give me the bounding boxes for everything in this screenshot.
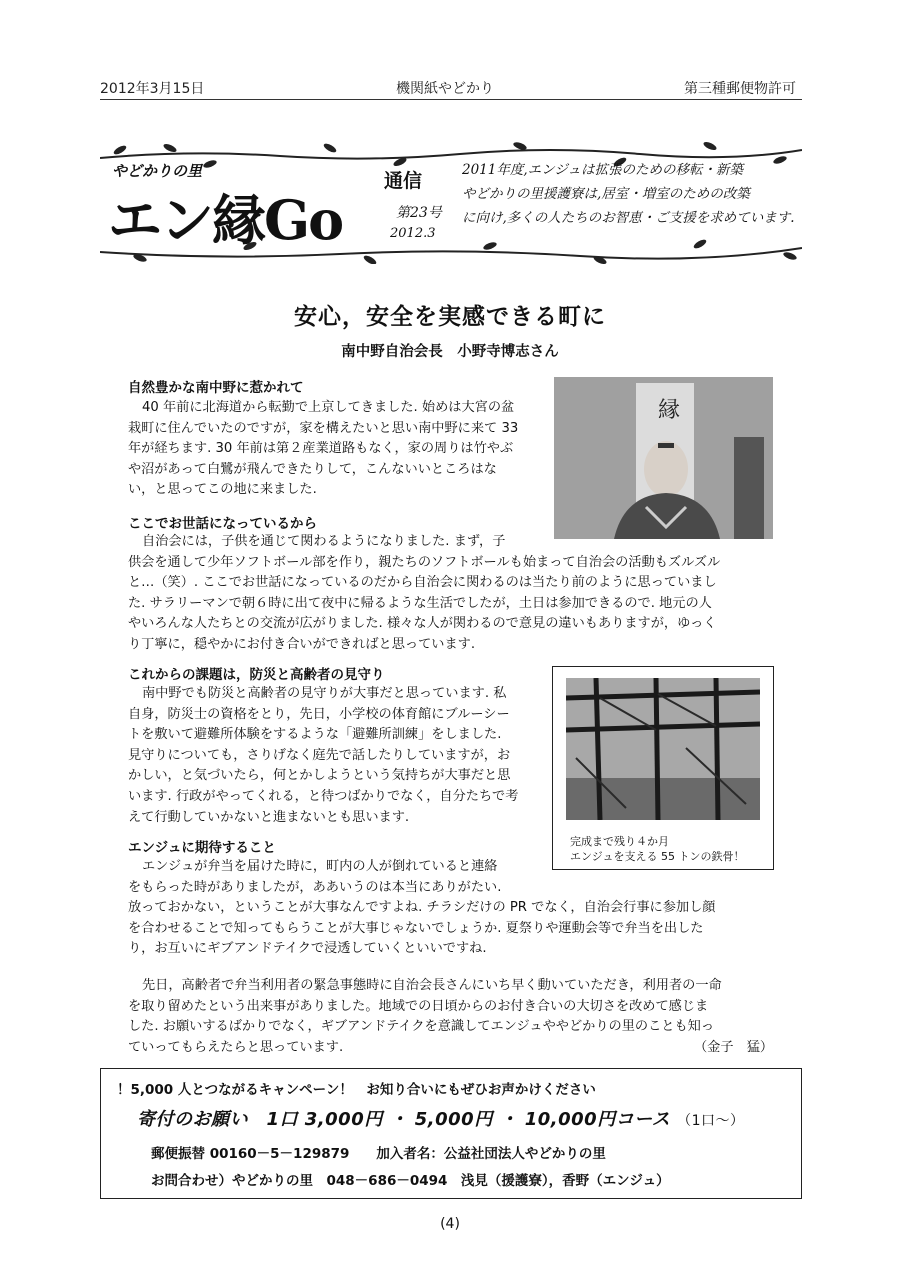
section-body-2 — [128, 532, 720, 656]
section-1-line: 年が経ちます. 30 年前は第２産業道路もなく，家の周りは竹やぶ — [128, 441, 514, 457]
banner-issue-date: 2012.3 — [390, 226, 436, 241]
section-body-3 — [128, 684, 518, 828]
banner-line-3: に向け,多くの人たちのお智恵・ご支援を求めています. — [462, 210, 795, 226]
postal-permit: 第三種郵便物許可 — [684, 81, 796, 97]
section-heading-1: 自然豊かな南中野に惹かれて — [128, 380, 304, 396]
banner-line-1: 2011年度,エンジュは拡張のための移転・新築 — [462, 162, 744, 178]
header-rule — [100, 99, 802, 100]
closing-paragraph — [128, 976, 722, 1058]
issue-number: 第23号 — [396, 205, 442, 221]
newsletter-banner — [100, 140, 802, 264]
portrait-illustration — [554, 377, 773, 539]
steel-frame-illustration — [566, 678, 760, 820]
section-3-line: います. 行政がやってくれる，と待つばかりでなく，自分たちで考 — [128, 788, 519, 804]
section-1-line: 栽町に住んでいたのですが，家を構えたいと思い南中野に来て 33 — [128, 420, 519, 436]
author-signature: （金子 猛） — [694, 1040, 774, 1055]
contact-info: お問合わせ）やどかりの里 048－686－0494 浅見（援護寮），香野（エンジュ） — [151, 1173, 670, 1189]
section-4-line: 放っておかない，ということが大事なんですよね. チラシだけの PR でなく，自治会行事に参加し顔 — [128, 900, 716, 916]
section-2-line: た. サラリーマンで朝６時に出て夜中に帰るような生活でしたが，土日は参加できるので. 地元の人 — [128, 595, 712, 611]
article-title: 安心，安全を実感できる町に — [294, 304, 606, 330]
closing-line: した. お願いするばかりでなく，ギブアンドテイクを意識してエンジュややどかりの里のことも知っ — [128, 1019, 715, 1035]
campaign-box — [100, 1068, 802, 1199]
section-3-line: えて行動していかないと進まないとも思います. — [128, 809, 410, 825]
closing-line: 先日，高齢者で弁当利用者の緊急事態時に自治会長さんにいち早く動いていただき，利用者の一命 — [142, 978, 722, 993]
caption-line-2: エンジュを支える 55 トンの鉄骨！ — [570, 850, 745, 863]
section-heading-4: エンジュに期待すること — [128, 840, 276, 856]
section-body-4 — [128, 857, 716, 960]
campaign-headline: ！5,000 人とつながるキャンペーン！ お知り合いにもぜひお声かけください — [117, 1082, 596, 1098]
donation-text: 寄付のお願い 1口 3,000円 ・ 5,000円 ・ 10,000円コース — [137, 1109, 671, 1130]
section-1-line: 40 年前に北海道から転勤で上京してきました. 始めは大宮の盆 — [142, 400, 515, 415]
section-3-line: 南中野でも防災と高齢者の見守りが大事だと思っています. 私 — [142, 686, 507, 701]
closing-line: を取り留めたという出来事がありました。地域での日頃からのお付き合いの大切さを改めて感じま — [128, 998, 709, 1014]
section-1-line: い，と思ってこの地に来ました. — [128, 482, 317, 498]
banner-line-2: やどかりの里援護寮は,居室・増室のための改築 — [462, 186, 750, 202]
issue-date: 2012年3月15日 — [100, 81, 205, 97]
section-2-line: 供会を通して少年ソフトボール部を作り，親たちのソフトボールも始まって自治会の活動もズルズル — [128, 554, 721, 570]
logo-small-text: やどかりの里 — [112, 162, 203, 180]
caption-line-1: 完成まで残り４か月 — [570, 835, 669, 848]
banner-description — [462, 158, 795, 230]
donation-line — [137, 1105, 745, 1131]
donation-note: （1口～） — [677, 1113, 745, 1129]
closing-line: ていってもらえたらと思っています. — [128, 1039, 344, 1055]
construction-photo — [566, 678, 760, 820]
section-3-line: 自身，防災士の資格をとり，先日，小学校の体育館にブルーシー — [128, 706, 510, 722]
section-body-1 — [128, 398, 518, 501]
postal-transfer-info: 郵便振替 00160－5－129879 加入者名：公益社団法人やどかりの里 — [151, 1146, 606, 1162]
tsushin-label: 通信 — [384, 170, 423, 192]
section-2-line: やいろんな人たちとの交流が広がりました. 様々な人が関わるので意見の違いもありますが，ゆっく — [128, 616, 717, 632]
section-2-line: 自治会には，子供を通じて関わるようになりました. まず，子 — [142, 534, 506, 549]
section-4-line: り，お互いにギブアンドテイクで浸透していくといいですね. — [128, 941, 487, 957]
page-number: (4) — [440, 1216, 460, 1232]
section-2-line: り丁寧に，穏やかにお付き合いができればと思っています. — [128, 636, 476, 652]
article-byline: 南中野自治会長 小野寺博志さん — [341, 344, 559, 360]
svg-text:縁: 縁 — [658, 398, 681, 423]
portrait-photo — [554, 377, 773, 539]
section-3-line: トを敷いて避難所体験をするような「避難所訓練」をしました. — [128, 727, 502, 743]
section-heading-2: ここでお世話になっているから — [128, 516, 317, 532]
section-4-line: エンジュが弁当を届けた時に，町内の人が倒れていると連絡 — [142, 859, 498, 874]
section-heading-3: これからの課題は，防災と高齢者の見守り — [128, 667, 385, 683]
section-2-line: と…（笑）. ここでお世話になっているのだから自治会に関わるのは当たり前のように思っていまし — [128, 575, 717, 591]
section-4-line: を合わせることで知ってもらうことが大事じゃないでしょうか. 夏祭りや運動会等で弁当を出した — [128, 920, 704, 936]
section-4-line: をもらった時がありましたが，ああいうのは本当にありがたい. — [128, 879, 502, 895]
publication-name: 機関紙やどかり — [396, 81, 494, 97]
section-3-line: 見守りについても，さりげなく庭先で話したりしていますが，お — [128, 747, 511, 763]
section-1-line: や沼があって白鷺が飛んできたりして，こんないいところはな — [128, 461, 497, 477]
section-3-line: かしい，と気づいたら，何とかしようという気持ちが大事だと思 — [128, 768, 511, 784]
logo-main-text: エン縁Go — [108, 188, 343, 252]
